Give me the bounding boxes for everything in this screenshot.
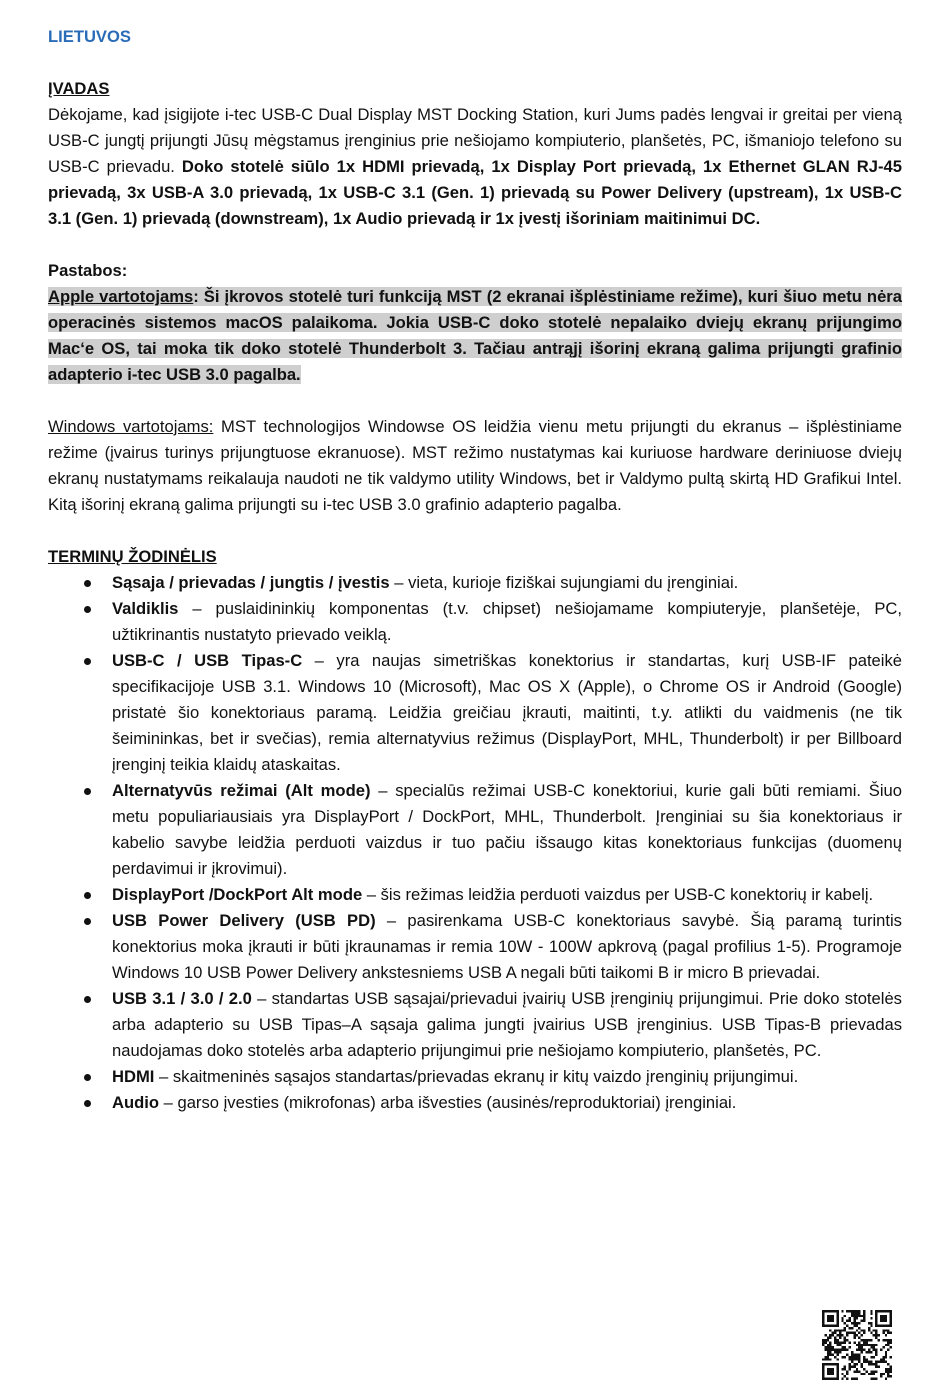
glossary-desc: – yra naujas simetriškas konektorius ir standartas, kurį USB-IF pateikė specifikacijoje USB 3.1. Windows 10 (Microsoft), Mac OS X (Apple), o Chrome OS ir Android (Google) pristatė šio konektoriaus paramą. Leidžia greičiau įkrauti, maitinti, t.y. atlikti du vaidmenis (ne tik šeimininkas, bet ir svečias), remia alternatyvius režimus (DisplayPort, MHL, Thunderbolt) ir per Billboard įrenginį teikia klaidų ataskaitas. [112,651,902,774]
apple-note-text: : Ši įkrovos stotelė turi funkciją MST (2 ekranai išplėstiniame režime), kuri šiuo metu nėra operacinės sistemos macOS palaikoma. Jokia USB-C doko stotelė nepalaiko dviejų ekranų prijungimo Mac‘e OS, tai moka tik doko stotelė Thunderbolt 3. Tačiau antrąjį išorinį ekraną galima prijungti grafinio adapterio i-tec USB 3.0 pagalba. [48,287,902,384]
glossary-term: USB 3.1 / 3.0 / 2.0 [112,989,252,1008]
glossary-desc: – standartas USB sąsajai/prievadui įvairių USB įrenginių prijungimui. Prie doko stotelės arba adapterio su USB Tipas–A sąsaja galima jungti įvairius USB įrenginius. USB Tipas-B prievadas naudojamas doko stotelės arba adapterio prijungimui prie nešiojamo kompiuterio, planšetės, PC. [112,989,902,1060]
document-content [48,24,902,1116]
glossary-item [48,882,902,908]
glossary-list [48,570,902,1116]
bullet-icon [84,918,91,925]
glossary-item [48,986,902,1064]
qr-code-icon [822,1310,892,1380]
language-heading: LIETUVOS [48,27,131,46]
notes-heading: Pastabos: [48,261,128,280]
glossary-desc: – šis režimas leidžia perduoti vaizdus per USB-C konektorių ir kabelį. [362,885,874,904]
bullet-icon [84,788,91,795]
bullet-icon [84,1074,91,1081]
glossary-desc: – vieta, kurioje fiziškai sujungiami du įrenginiai. [389,573,739,592]
bullet-icon [84,892,91,899]
intro-text: Dėkojame, kad įsigijote i-tec USB-C Dual Display MST Docking Station, kuri Jums padės lengvai ir greitai per vieną USB-C jungtį prijungti Jūsų mėgstamus įrenginius prie nešiojamo kompiuterio, planšetės, PC, išmaniojo telefono su USB-C prievadu. [48,105,902,176]
glossary-item [48,570,902,596]
intro-heading: ĮVADAS [48,79,110,98]
bullet-icon [84,996,91,1003]
glossary-term: Sąsaja / prievadas / jungtis / įvestis [112,573,390,592]
glossary-heading: TERMINŲ ŽODINĖLIS [48,547,217,566]
apple-note [48,284,902,388]
glossary-item [48,778,902,882]
windows-note-text: MST technologijos Windowse OS leidžia vienu metu prijungti du ekranus – išplėstiniame režime (įvairus turinys prijungtuose ekranuose). MST režimo nustatymas kai kuriuose hardware deriniuose dviejų ekranų nustatymams reikalauja naudoti ne tik valdymo utility Windows, bet ir Valdymo pultą skirtą HD Grafikui Intel. Kitą išorinį ekraną galima prijungti su i-tec USB 3.0 grafinio adapterio pagalba. [48,417,902,514]
glossary-term: Valdiklis [112,599,179,618]
windows-note-label: Windows vartotojams: [48,417,214,436]
glossary-desc: – puslaidininkių komponentas (t.v. chipset) nešiojamame kompiuteryje, planšetėje, PC, užtikrinantis nustatyto prievado veiklą. [112,599,902,644]
intro-paragraph [48,102,902,232]
glossary-desc: – garso įvesties (mikrofonas) arba išvesties (ausinės/reproduktoriai) įrenginiai. [159,1093,737,1112]
apple-note-label: Apple vartotojams [48,287,194,306]
glossary-term: DisplayPort /DockPort Alt mode [112,885,363,904]
glossary-item [48,648,902,778]
bullet-icon [84,606,91,613]
intro-text-bold: Doko stotelė siūlo 1x HDMI prievadą, 1x Display Port prievadą, 1x Ethernet GLAN RJ-45 prievadą, 3x USB-A 3.0 prievadą, 1x USB-C 3.1 (Gen. 1) prievadą su Power Delivery (upstream), 1x USB-C 3.1 (Gen. 1) prievadą (downstream), 1x Audio prievadą ir 1x įvestį išoriniam maitinimui DC. [48,157,902,228]
glossary-desc: – skaitmeninės sąsajos standartas/prievadas ekranų ir kitų vaizdo įrenginių prijungimui. [154,1067,799,1086]
glossary-desc: – specialūs režimai USB-C konektoriui, kurie gali būti remiami. Šiuo metu populiariausiais yra DisplayPort / DockPort, MHL, Thunderbolt. Įrenginiai su šia konektoriaus ir kabelio savybe leidžia perduoti vaizdus ir tuo pačiu išsaugo kitas konektoriaus funkcijas (duomenų perdavimui ir įkrovimui). [112,781,902,878]
glossary-term: Alternatyvūs režimai (Alt mode) [112,781,371,800]
glossary-term: HDMI [112,1067,155,1086]
bullet-icon [84,580,91,587]
glossary-item [48,1064,902,1090]
glossary-item [48,908,902,986]
windows-note [48,414,902,518]
glossary-term: USB-C / USB Tipas-C [112,651,303,670]
glossary-term: USB Power Delivery (USB PD) [112,911,376,930]
bullet-icon [84,658,91,665]
glossary-item [48,1090,902,1116]
bullet-icon [84,1100,91,1107]
glossary-item [48,596,902,648]
glossary-term: Audio [112,1093,160,1112]
glossary-desc: – pasirenkama USB-C konektoriaus savybė. Šią paramą turintis konektorius moka įkrauti ir būti įkraunamas ir remia 10W - 100W apkrovą (pagal profilius 1-5). Programoje Windows 10 USB Power Delivery ankstesniems USB A negali būti taikomi B ir micro B prievadai. [112,911,902,982]
